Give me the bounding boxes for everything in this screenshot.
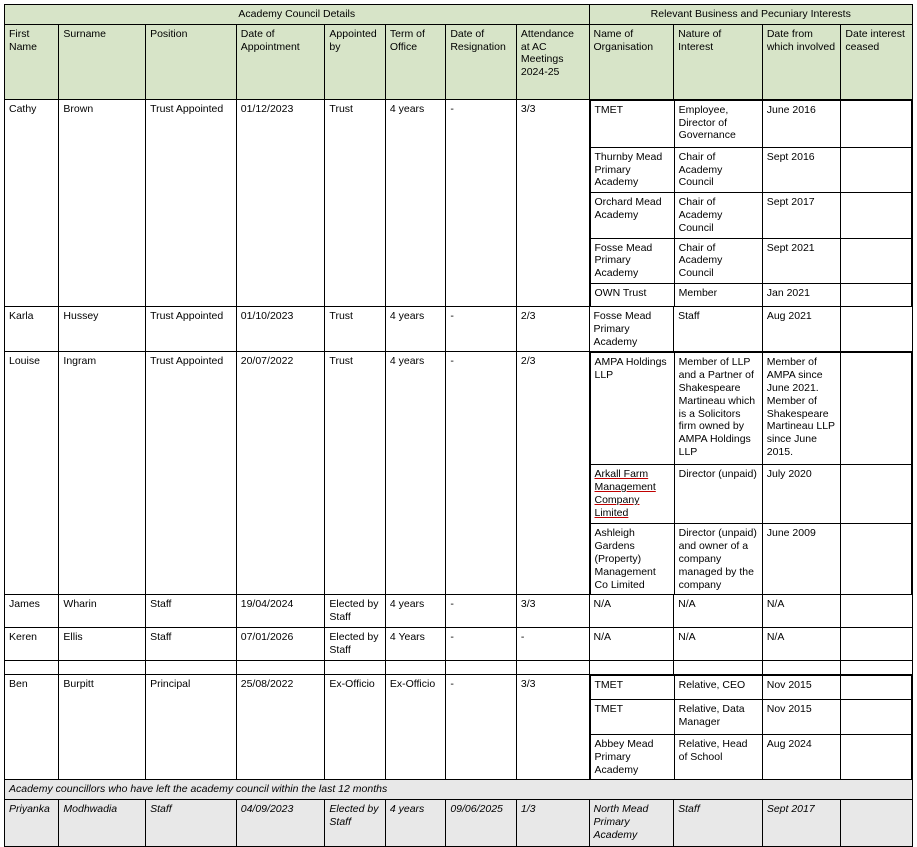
interests-subtable [590, 352, 913, 594]
interest-date-from: June 2009 [762, 524, 840, 595]
interests-subtable [590, 100, 913, 306]
spacer-cell [325, 660, 385, 674]
interest-row [590, 465, 912, 524]
cell-appointed-by: Elected by Staff [325, 800, 385, 847]
interest-date-ceased [840, 353, 911, 465]
interest-row [590, 699, 912, 734]
interest-nature: Director (unpaid) [674, 465, 762, 524]
cell-date-of-appointment: 01/10/2023 [236, 306, 325, 351]
interest-organisation: Abbey Mead Primary Academy [590, 734, 674, 779]
interest-organisation: N/A [589, 595, 674, 628]
interest-date-ceased [840, 524, 911, 595]
interest-date-ceased [841, 306, 913, 351]
cell-attendance: 3/3 [516, 595, 589, 628]
cell-surname: Wharin [59, 595, 146, 628]
interest-organisation: North Mead Primary Academy [589, 800, 674, 847]
interest-nature: Relative, Head of School [674, 734, 762, 779]
col-date-interest-ceased: Date interest ceased [841, 24, 913, 99]
interest-organisation: AMPA Holdings LLP [590, 353, 674, 465]
spacer-cell [762, 660, 841, 674]
interest-date-from: July 2020 [762, 465, 840, 524]
spacer-cell [236, 660, 325, 674]
interest-row [590, 238, 912, 283]
cell-position: Trust Appointed [146, 99, 237, 306]
table-row [5, 306, 913, 351]
cell-term-of-office: 4 years [385, 99, 445, 306]
cell-first-name: Ben [5, 674, 59, 779]
interest-date-from: Aug 2021 [762, 306, 841, 351]
col-nature-of-interest: Nature of Interest [674, 24, 763, 99]
cell-surname: Ellis [59, 627, 146, 660]
interest-nature: Chair of Academy Council [674, 193, 762, 238]
cell-date-of-appointment: 04/09/2023 [236, 800, 325, 847]
cell-appointed-by: Trust [325, 306, 385, 351]
cell-surname: Modhwadia [59, 800, 146, 847]
cell-attendance: 3/3 [516, 99, 589, 306]
spacer-cell [446, 660, 517, 674]
table-row [5, 627, 913, 660]
cell-appointed-by: Elected by Staff [325, 627, 385, 660]
cell-date-of-appointment: 25/08/2022 [236, 674, 325, 779]
cell-interests-group [589, 99, 913, 306]
cell-appointed-by: Ex-Officio [325, 674, 385, 779]
cell-position: Trust Appointed [146, 306, 237, 351]
interest-nature: Relative, Data Manager [674, 699, 762, 734]
interest-organisation: Orchard Mead Academy [590, 193, 674, 238]
spacer-cell [516, 660, 589, 674]
interest-row [590, 734, 912, 779]
interest-nature: Employee, Director of Governance [674, 100, 762, 147]
interest-organisation: Fosse Mead Primary Academy [590, 238, 674, 283]
interest-date-ceased [840, 465, 911, 524]
cell-position: Staff [146, 627, 237, 660]
cell-date-of-resignation: - [446, 674, 517, 779]
cell-date-of-resignation: - [446, 627, 517, 660]
cell-first-name: Karla [5, 306, 59, 351]
academy-council-table [4, 4, 913, 847]
cell-position: Staff [146, 800, 237, 847]
interest-date-ceased [840, 147, 911, 192]
interest-date-ceased [841, 800, 913, 847]
cell-date-of-resignation: 09/06/2025 [446, 800, 517, 847]
interest-organisation: TMET [590, 100, 674, 147]
interest-organisation: Fosse Mead Primary Academy [589, 306, 674, 351]
cell-term-of-office: 4 years [385, 595, 445, 628]
interest-nature: Staff [674, 800, 763, 847]
spacer-cell [5, 660, 59, 674]
interest-row [590, 353, 912, 465]
col-term-of-office: Term of Office [385, 24, 445, 99]
cell-interests-group [589, 674, 913, 779]
cell-position: Trust Appointed [146, 352, 237, 595]
interest-date-from: Nov 2015 [762, 699, 840, 734]
col-position: Position [146, 24, 237, 99]
cell-attendance: 1/3 [516, 800, 589, 847]
interest-organisation: TMET [590, 699, 674, 734]
interest-date-from: Nov 2015 [762, 675, 840, 699]
group-header-row [5, 5, 913, 25]
table-row [5, 595, 913, 628]
interest-date-from: June 2016 [762, 100, 840, 147]
col-name-of-organisation: Name of Organisation [589, 24, 674, 99]
cell-term-of-office: 4 years [385, 306, 445, 351]
cell-first-name: James [5, 595, 59, 628]
interest-date-from: Sept 2021 [762, 238, 840, 283]
interest-row [590, 147, 912, 192]
cell-position: Staff [146, 595, 237, 628]
cell-attendance: 3/3 [516, 674, 589, 779]
cell-date-of-appointment: 07/01/2026 [236, 627, 325, 660]
cell-term-of-office: Ex-Officio [385, 674, 445, 779]
left-council-note: Academy councillors who have left the academy council within the last 12 months [5, 780, 913, 800]
table-row [5, 99, 913, 306]
table-row [5, 800, 913, 847]
interest-nature: N/A [674, 595, 763, 628]
cell-first-name: Louise [5, 352, 59, 595]
interest-row [590, 524, 912, 595]
left-council-note-row [5, 780, 913, 800]
interest-nature: Relative, CEO [674, 675, 762, 699]
interest-date-from: Member of AMPA since June 2021. Member of Shakespeare Martineau LLP since June 2015. [762, 353, 840, 465]
cell-surname: Burpitt [59, 674, 146, 779]
interest-row [590, 283, 912, 306]
interest-organisation: Thurnby Mead Primary Academy [590, 147, 674, 192]
col-attendance: Attendance at AC Meetings 2024-25 [516, 24, 589, 99]
cell-first-name: Priyanka [5, 800, 59, 847]
interest-date-ceased [840, 238, 911, 283]
interest-organisation: OWN Trust [590, 283, 674, 306]
interest-organisation: Ashleigh Gardens (Property) Management Co Limited [590, 524, 674, 595]
col-surname: Surname [59, 24, 146, 99]
interest-nature: Member of LLP and a Partner of Shakespeare Martineau which is a Solicitors firm owned by AMPA Holdings LLP [674, 353, 762, 465]
interest-date-ceased [841, 595, 913, 628]
interest-date-ceased [840, 734, 911, 779]
interest-row [590, 100, 912, 147]
interest-date-ceased [840, 193, 911, 238]
interest-date-ceased [841, 627, 913, 660]
interest-nature: Chair of Academy Council [674, 238, 762, 283]
spacer-row [5, 660, 913, 674]
cell-term-of-office: 4 years [385, 352, 445, 595]
cell-appointed-by: Trust [325, 99, 385, 306]
cell-date-of-resignation: - [446, 595, 517, 628]
interest-organisation: Arkall Farm Management Company Limited [590, 465, 674, 524]
cell-surname: Brown [59, 99, 146, 306]
cell-term-of-office: 4 years [385, 800, 445, 847]
interest-nature: Staff [674, 306, 763, 351]
cell-date-of-resignation: - [446, 306, 517, 351]
interest-date-from: Jan 2021 [762, 283, 840, 306]
interests-subtable [590, 675, 913, 779]
col-appointed-by: Appointed by [325, 24, 385, 99]
table-row [5, 674, 913, 779]
group-header-council: Academy Council Details [5, 5, 590, 25]
cell-attendance: 2/3 [516, 306, 589, 351]
interest-nature: N/A [674, 627, 763, 660]
interest-date-from: N/A [762, 595, 841, 628]
group-header-interests: Relevant Business and Pecuniary Interests [589, 5, 913, 25]
spacer-cell [385, 660, 445, 674]
spacer-cell [146, 660, 237, 674]
interest-nature: Chair of Academy Council [674, 147, 762, 192]
interest-nature: Member [674, 283, 762, 306]
col-date-of-resignation: Date of Resignation [446, 24, 517, 99]
interest-organisation: TMET [590, 675, 674, 699]
spacer-cell [59, 660, 146, 674]
interest-organisation: N/A [589, 627, 674, 660]
cell-attendance: 2/3 [516, 352, 589, 595]
cell-appointed-by: Trust [325, 352, 385, 595]
cell-appointed-by: Elected by Staff [325, 595, 385, 628]
cell-term-of-office: 4 Years [385, 627, 445, 660]
cell-first-name: Cathy [5, 99, 59, 306]
cell-interests-group [589, 352, 913, 595]
table-row [5, 352, 913, 595]
interest-date-ceased [840, 100, 911, 147]
col-first-name: First Name [5, 24, 59, 99]
interest-date-from: Sept 2017 [762, 800, 841, 847]
interest-row [590, 675, 912, 699]
spacer-cell [841, 660, 913, 674]
interest-date-from: Sept 2016 [762, 147, 840, 192]
interest-date-ceased [840, 283, 911, 306]
cell-surname: Hussey [59, 306, 146, 351]
cell-first-name: Keren [5, 627, 59, 660]
cell-date-of-appointment: 19/04/2024 [236, 595, 325, 628]
cell-surname: Ingram [59, 352, 146, 595]
interest-date-ceased [840, 699, 911, 734]
interest-date-ceased [840, 675, 911, 699]
column-header-row [5, 24, 913, 99]
interest-date-from: Sept 2017 [762, 193, 840, 238]
col-date-from-which-involved: Date from which involved [762, 24, 841, 99]
spacer-cell [674, 660, 763, 674]
cell-position: Principal [146, 674, 237, 779]
cell-attendance: - [516, 627, 589, 660]
cell-date-of-resignation: - [446, 352, 517, 595]
cell-date-of-appointment: 01/12/2023 [236, 99, 325, 306]
spacer-cell [589, 660, 674, 674]
cell-date-of-resignation: - [446, 99, 517, 306]
cell-date-of-appointment: 20/07/2022 [236, 352, 325, 595]
interest-nature: Director (unpaid) and owner of a company managed by the company [674, 524, 762, 595]
interest-row [590, 193, 912, 238]
col-date-of-appointment: Date of Appointment [236, 24, 325, 99]
interest-date-from: N/A [762, 627, 841, 660]
interest-date-from: Aug 2024 [762, 734, 840, 779]
